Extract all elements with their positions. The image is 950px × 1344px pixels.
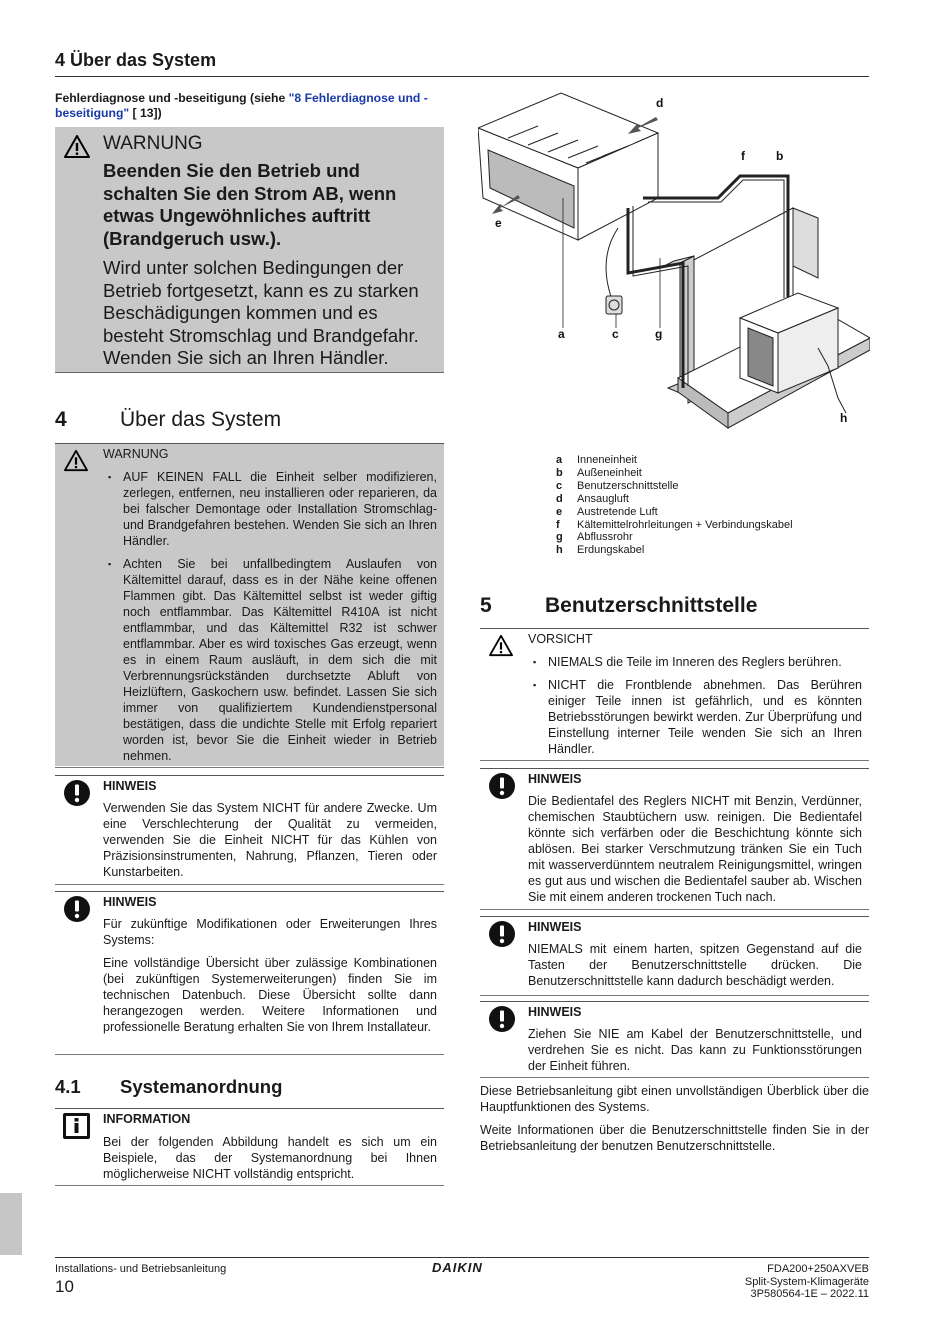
figure-legend: [556, 454, 793, 557]
figure-label-f: f: [741, 149, 745, 163]
figure-label-g: g: [655, 327, 663, 341]
rule: [55, 1054, 444, 1055]
footer-model: FDA200+250AXVEB: [767, 1263, 869, 1275]
page-header-title: 4 Über das System: [55, 50, 217, 70]
warning-bold-text: Beenden Sie den Betrieb und schalten Sie den Strom AB, wenn etwas Ungewöhnliches auftritt (Brandgeruch usw.).: [103, 160, 397, 249]
exclamation-circle-icon: [63, 779, 91, 807]
paragraph: Weite Informationen über die Benutzerschnittstelle finden Sie in der Betriebsanleitung der benutzen Benutzerschnittstelle.: [480, 1123, 869, 1153]
page-number: 10: [55, 1277, 74, 1296]
crossref: [55, 91, 445, 121]
warning-body-text: Wird unter solchen Bedingungen der Betrieb fortgesetzt, kann es zu starken Beschädigungen kommen und es besteht Stromschlag und Brandgefahr. Wenden Sie sich an Ihren Händler.: [103, 257, 419, 368]
section-5-title: Benutzerschnittstelle: [545, 594, 758, 617]
footer-model-info: [680, 1263, 869, 1301]
note-box: [480, 1002, 869, 1078]
section-4-1-number: 4.1: [55, 1076, 81, 1097]
paragraph: Diese Betriebsanleitung gibt einen unvollständigen Überblick über die Hauptfunktionen des Systems.: [480, 1084, 869, 1114]
caution-title: VORSICHT: [528, 632, 593, 646]
rule: [480, 995, 869, 996]
note-box: [55, 892, 444, 1054]
section-5-number: 5: [480, 594, 492, 617]
note-text: Ziehen Sie NIE am Kabel der Benutzerschnittstelle, und verdrehen Sie es nicht. Das kann zu Funktionsstörungen der Einheit führen.: [528, 1027, 862, 1073]
rule: [55, 884, 444, 885]
figure-label-a: a: [558, 327, 565, 341]
legend-row: a Inneneinheit: [556, 454, 637, 466]
caution-list: [528, 654, 862, 764]
note-text: Die Bedientafel des Reglers NICHT mit Benzin, Verdünner, chemischen Staubtüchern usw. reinigen. Die Bedientafel könnte sich verfärben oder die Beschichtung könnte sich ablösen. Bei starker Verschmutzung tränken Sie ein Tuch mit wasserverdünntem neutralem Reinigungsmittel, wringen es gut aus und wischen die Bedientafel sauber ab. Wischen Sie mit einem anderen trockenen Tuch nach.: [528, 794, 862, 904]
info-icon: [63, 1113, 90, 1139]
footer-doc-title: Installations- und Betriebsanleitung: [55, 1263, 227, 1275]
legend-row: f Kältemittelrohrleitungen + Verbindungskabel: [556, 518, 793, 531]
legend-row: h Erdungskabel: [556, 544, 645, 557]
legend-row: d Ansaugluft: [556, 492, 629, 505]
exclamation-circle-icon: [488, 1005, 516, 1033]
note-text: Eine vollständige Übersicht über zulässige Kombinationen (bei zukünftigen Systemerweiterungen) finden Sie im technischen Datenbuch. Diese Übersicht sollte dann herangezogen werden. Weitere Informationen und professionelle Beratung erhalten Sie von Ihrem Installateur.: [103, 956, 437, 1034]
note-box: [480, 917, 869, 995]
info-title: INFORMATION: [103, 1112, 191, 1126]
warning-box: [55, 444, 444, 766]
list-item: ▪ NICHT die Frontblende abnehmen. Das Berühren einiger Teile innen ist gefährlich, und es könnten Betriebsstörungen bewirkt werden. Zur Überprüfung und Einstellung interner Teile wenden Sie sich an Ihren Händler.: [528, 677, 862, 757]
info-box: [55, 1109, 444, 1185]
note-box: [480, 769, 869, 909]
section-4-1-title: Systemanordnung: [120, 1076, 283, 1097]
note-text: Für zukünftige Modifikationen oder Erweiterungen Ihres Systems:: [103, 917, 437, 947]
rule: [55, 1185, 444, 1186]
footer-code: 3P580564-1E – 2022.11: [750, 1288, 869, 1300]
figure-label-e: e: [495, 216, 502, 230]
rule: [55, 767, 444, 768]
exclamation-circle-icon: [488, 920, 516, 948]
figure-label-h: h: [840, 411, 848, 425]
crossref-link[interactable]: "8 Fehlerdiagnose und -beseitigung": [55, 91, 428, 120]
warning-triangle-icon: [488, 634, 514, 657]
figure-label-b: b: [776, 149, 784, 163]
list-item: ▪ NIEMALS die Teile im Inneren des Reglers berühren.: [528, 654, 862, 670]
warning-list: [103, 469, 437, 771]
page-tab-marker: [0, 1193, 22, 1255]
caution-box: [480, 629, 869, 759]
note-title: HINWEIS: [103, 895, 157, 909]
note-title: HINWEIS: [528, 1005, 582, 1019]
footer-rule: [55, 1257, 869, 1258]
header-rule: [55, 76, 869, 77]
legend-row: g Abflussrohr: [556, 531, 633, 544]
warning-title: WARNUNG: [103, 133, 203, 154]
note-text: NIEMALS mit einem harten, spitzen Gegenstand auf die Tasten der Benutzerschnittstelle drücken. Die Benutzerschnittstelle kann dadurch beschädigt werden.: [528, 942, 862, 988]
note-title: HINWEIS: [103, 779, 157, 793]
warning-triangle-icon: [63, 449, 89, 472]
warning-box-large: [55, 127, 444, 373]
exclamation-circle-icon: [488, 772, 516, 800]
note-title: HINWEIS: [528, 920, 582, 934]
figure-label-d: d: [656, 96, 664, 110]
rule: [480, 760, 869, 761]
warning-title: WARNUNG: [103, 447, 169, 461]
list-item: ▪ Achten Sie bei unfallbedingtem Auslaufen von Kältemittel darauf, dass es in der Nähe keine offenen Flammen gibt. Das Kältemittel selbst ist weder giftig noch entflammbar. Das Kältemittel R410A ist nicht entflammbar, und das Kältemittel R32 ist schwer entflammbar. Aber es wird toxisches Gas erzeugt, wenn es in einem Raum ausläuft, in dem sich die mit Verbrennungsrückständen durchsetzte Abluft von Heizlüftern, Gaskochern usw. befindet. Lassen Sie sich immer von qualifiziertem Kundendienstpersonal bestätigen, dass die undichte Stelle mit Erfolg repariert worden ist, bevor Sie die Einheit wieder in Betrieb nehmen.: [103, 556, 437, 764]
system-layout-figure: [478, 88, 870, 448]
crossref-page: [ 13]): [129, 106, 162, 120]
warning-triangle-icon: [63, 134, 91, 159]
brand-logo: DAIKIN: [432, 1260, 483, 1275]
info-text: Bei der folgenden Abbildung handelt es sich um ein Beispiele, das der Systemanordnung bei Ihnen möglicherweise NICHT vollständig entspricht.: [103, 1135, 437, 1181]
exclamation-circle-icon: [63, 895, 91, 923]
figure-label-c: c: [612, 327, 619, 341]
section-4-number: 4: [55, 408, 67, 431]
crossref-text: Fehlerdiagnose und -beseitigung (siehe: [55, 91, 289, 105]
note-title: HINWEIS: [528, 772, 582, 786]
legend-row: e Austretende Luft: [556, 505, 658, 518]
note-text: Verwenden Sie das System NICHT für andere Zwecke. Um eine Verschlechterung der Qualität zu vermeiden, verwenden Sie die Einheit NICHT für das Kühlen von Präzisionsinstrumenten, Nahrung, Pflanzen, Tieren oder Kunstarbeiten.: [103, 801, 437, 879]
footer-product: Split-System-Klimageräte: [744, 1275, 869, 1288]
legend-row: c Benutzerschnittstelle: [556, 479, 679, 492]
legend-row: b Außeneinheit: [556, 466, 642, 479]
note-box: [55, 776, 444, 884]
rule: [480, 909, 869, 910]
section-4-title: Über das System: [120, 408, 282, 431]
rule: [480, 1077, 869, 1078]
list-item: ▪ AUF KEINEN FALL die Einheit selber modifizieren, zerlegen, entfernen, neu installieren oder reparieren, da bei falscher Demontage oder Installation Stromschlag- und Brandgefahren bestehen. Wenden Sie sich an Ihren Händler.: [103, 469, 437, 549]
